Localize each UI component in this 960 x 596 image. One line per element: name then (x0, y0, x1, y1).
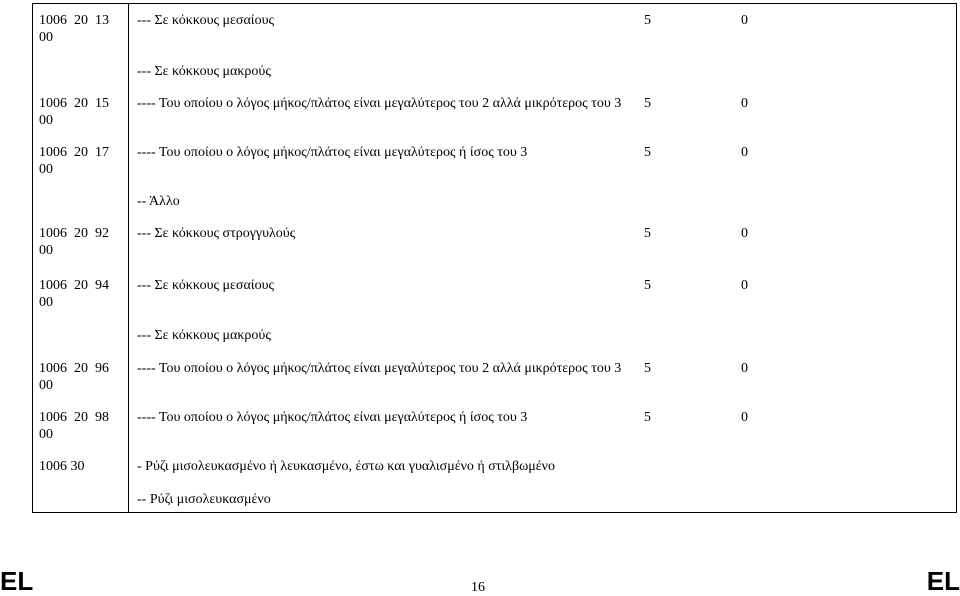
rate-value: 5 (644, 361, 651, 376)
code-cell (39, 277, 125, 311)
code-cell (39, 144, 125, 178)
description-cell: --- Σε κόκκους στρογγυλούς (137, 226, 296, 241)
code-number: 1006 20 98 (39, 410, 109, 425)
language-mark-right: EL (926, 566, 960, 596)
unit-value: 0 (741, 361, 748, 376)
code-suffix: 00 (39, 30, 53, 45)
rate-value: 5 (644, 96, 651, 111)
unit-value: 0 (741, 278, 748, 293)
description-cell: -- Άλλο (137, 194, 180, 209)
description-cell: ---- Του οποίου ο λόγος μήκος/πλάτος είναι μεγαλύτερος ή ίσος του 3 (137, 410, 528, 425)
code-suffix: 00 (39, 162, 53, 177)
rate-value: 5 (644, 278, 651, 293)
page-number: 16 (471, 580, 485, 595)
code-suffix: 00 (39, 113, 53, 128)
rate-value: 5 (644, 145, 651, 160)
description-cell: - Ρύζι μισολευκασμένο ή λευκασμένο, έστω και γυαλισμένο ή στιλβωμένο (137, 459, 556, 474)
code-number: 1006 20 94 (39, 278, 109, 293)
tariff-table (32, 3, 957, 513)
description-cell: --- Σε κόκκους μεσαίους (137, 278, 275, 293)
language-mark-left: EL (0, 566, 34, 596)
code-cell (39, 12, 125, 46)
unit-value: 0 (741, 145, 748, 160)
code-cell (39, 360, 125, 394)
code-suffix: 00 (39, 427, 53, 442)
unit-value: 0 (741, 13, 748, 28)
unit-value: 0 (741, 96, 748, 111)
code-number: 1006 20 15 (39, 96, 109, 111)
code-suffix: 00 (39, 243, 53, 258)
unit-value: 0 (741, 226, 748, 241)
code-cell (39, 95, 125, 129)
code-suffix: 00 (39, 295, 53, 310)
page-footer (0, 566, 960, 594)
code-cell (39, 409, 125, 443)
rate-value: 5 (644, 410, 651, 425)
code-suffix: 00 (39, 378, 53, 393)
description-cell: --- Σε κόκκους μεσαίους (137, 13, 275, 28)
code-cell (39, 225, 125, 259)
code-number: 1006 20 17 (39, 145, 109, 160)
description-cell: ---- Του οποίου ο λόγος μήκος/πλάτος είναι μεγαλύτερος ή ίσος του 3 (137, 145, 528, 160)
rate-value: 5 (644, 226, 651, 241)
description-cell: ---- Του οποίου ο λόγος μήκος/πλάτος είναι μεγαλύτερος του 2 αλλά μικρότερος του 3 (137, 96, 622, 111)
unit-value: 0 (741, 410, 748, 425)
code-number: 1006 20 92 (39, 226, 109, 241)
description-cell: ---- Του οποίου ο λόγος μήκος/πλάτος είναι μεγαλύτερος του 2 αλλά μικρότερος του 3 (137, 361, 622, 376)
code-number: 1006 20 13 (39, 13, 109, 28)
code-number: 1006 30 (39, 459, 85, 474)
code-number: 1006 20 96 (39, 361, 109, 376)
description-cell: --- Σε κόκκους μακρούς (137, 328, 271, 343)
description-cell: -- Ρύζι μισολευκασμένο (137, 492, 271, 507)
code-cell (39, 458, 125, 475)
description-cell: --- Σε κόκκους μακρούς (137, 64, 271, 79)
rate-value: 5 (644, 13, 651, 28)
column-divider (128, 4, 129, 512)
